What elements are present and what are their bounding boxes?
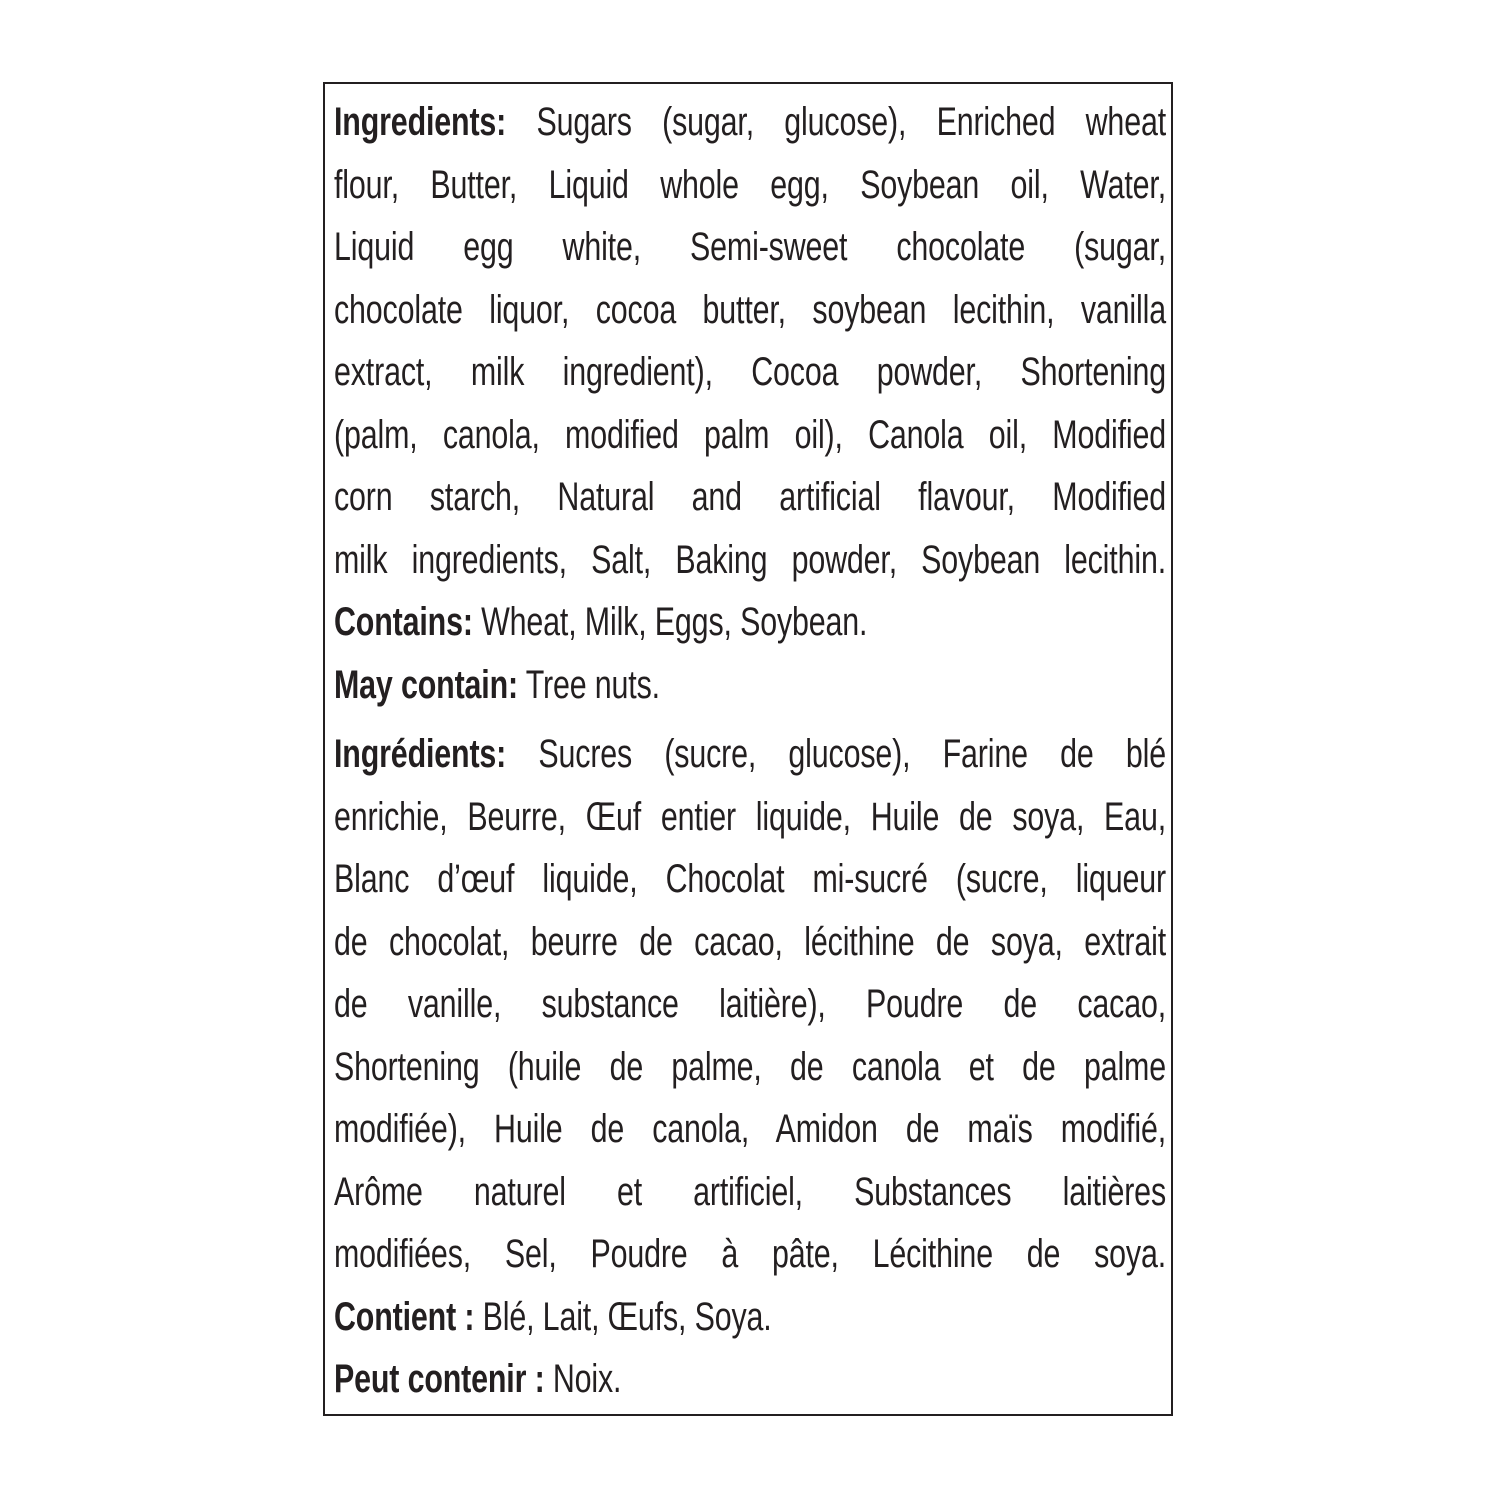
ingredients-line: chocolate liquor, cocoa butter, soybean lecithin, vanilla — [334, 287, 1166, 332]
ingredients-heading: Ingredients: — [334, 100, 507, 144]
ingredients-heading-fr: Ingrédients: — [334, 732, 507, 776]
ingredients-line: Blanc d’œuf liquide, Chocolat mi-sucré (sucre, liqueur — [334, 857, 1166, 901]
ingredients-line: modifiée), Huile de canola, Amidon de maïs modifié, — [334, 1107, 1166, 1151]
may-contain-heading-fr: Peut contenir : — [334, 1357, 545, 1401]
contains-heading-fr: Contient : — [334, 1294, 475, 1339]
contains-heading: Contains: — [334, 600, 473, 644]
contains-text-fr: Blé, Lait, Œufs, Soya. — [482, 1294, 772, 1339]
ingredients-line: modifiées, Sel, Poudre à pâte, Lécithine de soya. — [334, 1232, 1166, 1276]
may-contain-text: Tree nuts. — [525, 662, 660, 707]
french-ingredients — [334, 723, 1166, 1411]
ingredients-panel — [323, 82, 1173, 1416]
ingredients-line: flour, Butter, Liquid whole egg, Soybean oil, Water, — [334, 162, 1166, 207]
ingredients-line: Shortening (huile de palme, de canola et de palme — [334, 1044, 1166, 1089]
ingredients-line: de vanille, substance laitière), Poudre de cacao, — [334, 982, 1166, 1026]
may-contain-text-fr: Noix. — [552, 1357, 622, 1401]
ingredients-line: enrichie, Beurre, Œuf entier liquide, Huile de soya, Eau, — [334, 794, 1166, 839]
ingredients-line: de chocolat, beurre de cacao, lécithine de soya, extrait — [334, 919, 1166, 964]
ingredients-line: Liquid egg white, Semi-sweet chocolate (sugar, — [334, 225, 1166, 269]
may-contain-line — [334, 654, 964, 717]
ingredients-line: milk ingredients, Salt, Baking powder, Soybean lecithin. — [334, 537, 1166, 582]
english-ingredients — [334, 91, 1166, 716]
ingredients-line: (palm, canola, modified palm oil), Canola oil, Modified — [334, 412, 1166, 457]
ingredients-line: extract, milk ingredient), Cocoa powder, Shortening — [334, 350, 1166, 394]
contains-text: Wheat, Milk, Eggs, Soybean. — [481, 600, 868, 644]
ingredients-line: Ingrédients: Sucres (sucre, glucose), Farine de blé — [334, 732, 1166, 776]
may-contain-line-fr — [334, 1348, 964, 1411]
ingredients-line: Ingredients: Sugars (sugar, glucose), Enriched wheat — [334, 100, 1166, 144]
may-contain-heading: May contain: — [334, 662, 518, 707]
contains-line-fr — [334, 1286, 964, 1349]
ingredients-line: corn starch, Natural and artificial flavour, Modified — [334, 475, 1166, 519]
contains-line — [334, 591, 964, 654]
ingredients-line: Arôme naturel et artificiel, Substances laitières — [334, 1169, 1166, 1214]
